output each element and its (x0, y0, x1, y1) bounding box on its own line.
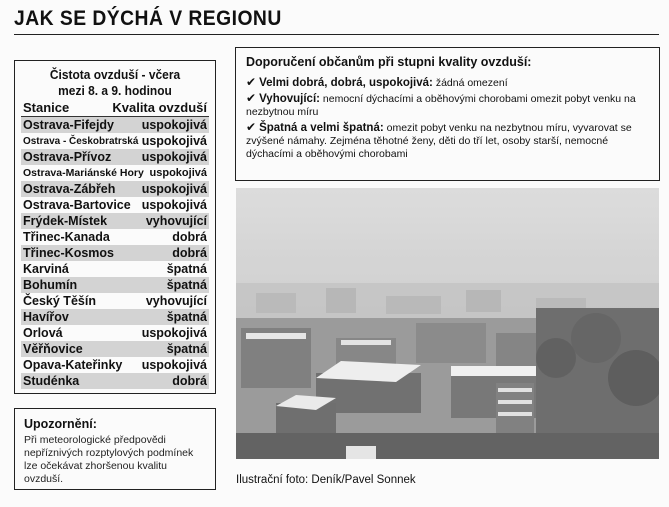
station-name: Ostrava-Přívoz (23, 150, 112, 164)
station-name: Ostrava-Fifejdy (23, 118, 115, 132)
station-name: Frýdek-Místek (23, 214, 108, 228)
column-quality: Kvalita ovzduší (112, 100, 207, 115)
station-name: Ostrava - Českobratrská (23, 135, 139, 147)
table-row (21, 117, 209, 133)
table-title-line1: Čistota ovzduší - včera (49, 67, 181, 82)
quality-value: vyhovující (145, 214, 207, 228)
table-row (21, 229, 209, 245)
quality-value: špatná (166, 342, 207, 356)
advice-text: omezit pobyt venku na nezbytnou míru, vyvarovat se zvýšené námahy. Zejména těhotné ženy, děti do tří let, osoby starší, nemocné dýchacími a oběhovými chorobami (246, 122, 632, 160)
smog-city-photo (236, 188, 659, 459)
station-name: Havířov (23, 310, 69, 324)
quality-value: dobrá (172, 374, 207, 388)
advice-item (246, 92, 649, 119)
table-row (21, 197, 209, 213)
advice-level: Špatná a velmi špatná: (259, 122, 384, 134)
quality-value: dobrá (172, 246, 207, 260)
table-row (21, 357, 209, 373)
station-name: Ostrava-Zábřeh (23, 182, 116, 196)
table-row (21, 341, 209, 357)
table-row (21, 293, 209, 309)
warning-title: Upozornění: (24, 417, 97, 431)
station-name: Věřňovice (23, 342, 83, 356)
table-row (21, 309, 209, 325)
table-row (21, 181, 209, 197)
station-name: Český Těšín (23, 294, 96, 308)
air-quality-table (14, 60, 216, 394)
advice-text: nemocní dýchacími a oběhovými chorobami omezit pobyt venku na nezbytnou míru (246, 93, 636, 118)
station-name: Třinec-Kosmos (23, 246, 114, 260)
table-rows (21, 117, 209, 389)
quality-value: špatná (166, 262, 207, 276)
quality-value: uspokojivá (149, 167, 207, 179)
table-row (21, 213, 209, 229)
advice-title: Doporučení občanům při stupni kvality ovzduší: (246, 55, 532, 69)
advice-item (246, 76, 649, 90)
table-row (21, 133, 209, 149)
check-icon: ✔ (246, 75, 257, 89)
quality-value: vyhovující (145, 294, 207, 308)
station-name: Bohumín (23, 278, 78, 292)
station-name: Ostrava-Mariánské Hory (23, 167, 144, 179)
quality-value: uspokojivá (141, 118, 207, 132)
check-icon: ✔ (246, 120, 257, 134)
quality-value: uspokojivá (141, 150, 207, 164)
advice-item (246, 121, 649, 161)
warning-box (14, 408, 216, 490)
quality-value: uspokojivá (141, 358, 207, 372)
headline: JAK SE DÝCHÁ V REGIONU (14, 7, 282, 30)
station-name: Orlová (23, 326, 63, 340)
advice-text: žádná omezení (435, 77, 508, 89)
table-title (23, 67, 207, 99)
quality-value: špatná (166, 278, 207, 292)
quality-value: uspokojivá (141, 198, 207, 212)
station-name: Studénka (23, 374, 80, 388)
quality-value: uspokojivá (141, 326, 207, 340)
table-row (21, 165, 209, 181)
quality-value: dobrá (172, 230, 207, 244)
advice-level: Vyhovující: (259, 93, 320, 105)
table-header (21, 99, 209, 117)
column-station: Stanice (23, 100, 70, 115)
photo-caption: Ilustrační foto: Deník/Pavel Sonnek (236, 474, 416, 486)
photo-illustration (236, 188, 659, 459)
warning-text: Při meteorologické předpovědi nepříznivých rozptylových podmínek lze očekávat zhoršenou kvalitu ovzduší. (24, 434, 194, 485)
table-row (21, 261, 209, 277)
quality-value: uspokojivá (141, 182, 207, 196)
table-row (21, 277, 209, 293)
quality-value: špatná (166, 310, 207, 324)
table-row (21, 245, 209, 261)
advice-level: Velmi dobrá, dobrá, uspokojivá: (259, 77, 433, 89)
station-name: Karviná (23, 262, 69, 276)
station-name: Opava-Kateřinky (23, 358, 123, 372)
station-name: Ostrava-Bartovice (23, 198, 131, 212)
table-row (21, 325, 209, 341)
table-title-line2: mezi 8. a 9. hodinou (58, 83, 172, 98)
table-row (21, 373, 209, 389)
station-name: Třinec-Kanada (23, 230, 110, 244)
headline-rule (14, 34, 659, 35)
table-row (21, 149, 209, 165)
check-icon: ✔ (246, 91, 257, 105)
advice-box (235, 47, 660, 181)
quality-value: uspokojivá (141, 134, 207, 148)
